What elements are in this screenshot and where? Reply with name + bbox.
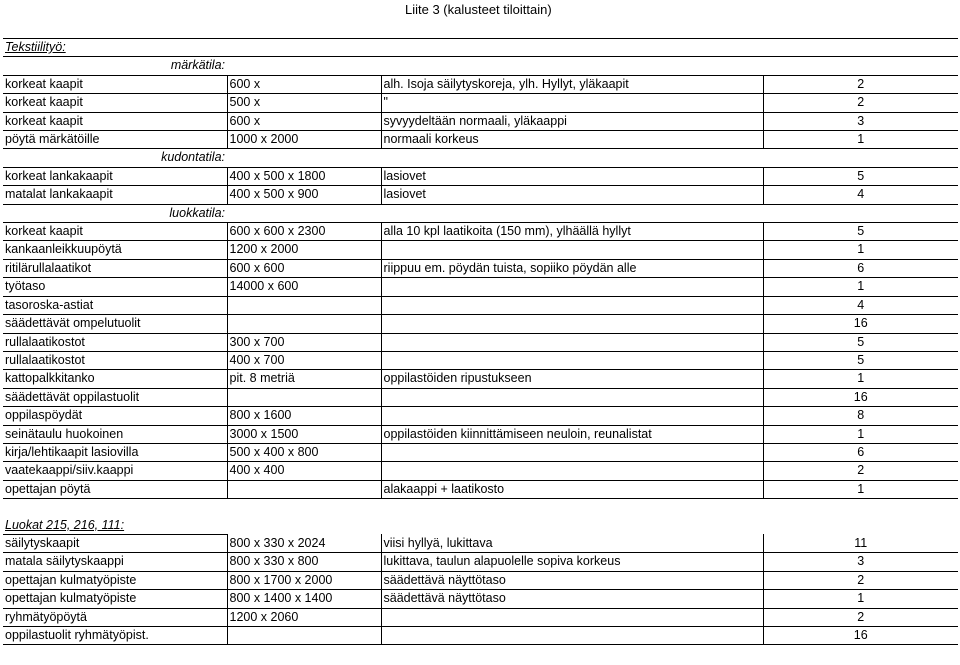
item-qty: 1 — [763, 480, 958, 498]
item-note — [381, 351, 763, 369]
item-name: pöytä märkätöille — [3, 131, 227, 149]
item-name: opettajan kulmatyöpiste — [3, 571, 227, 589]
item-qty: 4 — [763, 296, 958, 314]
item-qty: 5 — [763, 333, 958, 351]
empty-cell — [227, 204, 381, 222]
table-row — [3, 351, 958, 369]
item-note — [381, 608, 763, 626]
item-size: 600 x 600 — [227, 259, 381, 277]
item-qty: 2 — [763, 75, 958, 93]
item-note — [381, 241, 763, 259]
table-row — [3, 131, 958, 149]
item-note: oppilastöiden kiinnittämiseen neuloin, reunalistat — [381, 425, 763, 443]
item-size: pit. 8 metriä — [227, 370, 381, 388]
item-size: 400 x 500 x 1800 — [227, 167, 381, 185]
table-row — [3, 443, 958, 461]
item-name: korkeat kaapit — [3, 75, 227, 93]
empty-cell — [381, 39, 763, 57]
item-size: 600 x — [227, 75, 381, 93]
item-name: korkeat kaapit — [3, 223, 227, 241]
item-size: 400 x 500 x 900 — [227, 186, 381, 204]
item-qty: 16 — [763, 626, 958, 644]
empty-cell — [763, 517, 958, 535]
item-qty: 2 — [763, 94, 958, 112]
item-size — [227, 388, 381, 406]
empty-cell — [381, 57, 763, 75]
item-qty: 5 — [763, 223, 958, 241]
spacer-cell — [3, 499, 227, 517]
item-qty: 6 — [763, 259, 958, 277]
item-name: oppilastuolit ryhmätyöpist. — [3, 626, 227, 644]
section-heading: Tekstiilityö: — [3, 39, 227, 57]
table-row — [3, 608, 958, 626]
section-heading-row — [3, 39, 958, 57]
table-row — [3, 315, 958, 333]
spacer-row — [3, 499, 958, 517]
table-row — [3, 571, 958, 589]
subheading: luokkatila: — [3, 204, 227, 222]
item-note: " — [381, 94, 763, 112]
item-qty: 16 — [763, 388, 958, 406]
item-size: 1200 x 2060 — [227, 608, 381, 626]
item-note — [381, 333, 763, 351]
table-row — [3, 626, 958, 644]
item-name: opettajan kulmatyöpiste — [3, 590, 227, 608]
item-size: 3000 x 1500 — [227, 425, 381, 443]
item-size: 500 x 400 x 800 — [227, 443, 381, 461]
empty-cell — [227, 517, 381, 535]
table-row — [3, 296, 958, 314]
empty-cell — [227, 149, 381, 167]
item-size: 800 x 1400 x 1400 — [227, 590, 381, 608]
table-row — [3, 75, 958, 93]
item-note: riippuu em. pöydän tuista, sopiiko pöydän alle — [381, 259, 763, 277]
item-note: lukittava, taulun alapuolelle sopiva korkeus — [381, 553, 763, 571]
subheading-row — [3, 149, 958, 167]
item-note: syvyydeltään normaali, yläkaappi — [381, 112, 763, 130]
item-name: rullalaatikostot — [3, 351, 227, 369]
item-name: korkeat kaapit — [3, 112, 227, 130]
subheading: märkätila: — [3, 57, 227, 75]
empty-cell — [381, 517, 763, 535]
page-title: Liite 3 (kalusteet tiloittain) — [405, 2, 552, 17]
table-row — [3, 407, 958, 425]
empty-cell — [227, 39, 381, 57]
empty-cell — [381, 149, 763, 167]
item-note: normaali korkeus — [381, 131, 763, 149]
item-note: lasiovet — [381, 186, 763, 204]
item-name: matalat lankakaapit — [3, 186, 227, 204]
item-qty: 11 — [763, 534, 958, 552]
item-size: 500 x — [227, 94, 381, 112]
item-qty: 5 — [763, 167, 958, 185]
item-size: 400 x 400 — [227, 462, 381, 480]
item-size — [227, 480, 381, 498]
section-heading-row — [3, 517, 958, 535]
table-row — [3, 278, 958, 296]
item-note: oppilastöiden ripustukseen — [381, 370, 763, 388]
subheading: kudontatila: — [3, 149, 227, 167]
table-row — [3, 259, 958, 277]
item-qty: 1 — [763, 425, 958, 443]
table-row — [3, 167, 958, 185]
item-size: 800 x 1700 x 2000 — [227, 571, 381, 589]
empty-cell — [763, 39, 958, 57]
item-size: 400 x 700 — [227, 351, 381, 369]
item-note: säädettävä näyttötaso — [381, 571, 763, 589]
empty-cell — [763, 204, 958, 222]
item-name: seinätaulu huokoinen — [3, 425, 227, 443]
item-qty: 2 — [763, 608, 958, 626]
item-note: alakaappi + laatikosto — [381, 480, 763, 498]
furniture-table-body — [3, 39, 958, 645]
item-note: viisi hyllyä, lukittava — [381, 534, 763, 552]
item-qty: 16 — [763, 315, 958, 333]
table-row — [3, 370, 958, 388]
table-row — [3, 590, 958, 608]
item-note — [381, 296, 763, 314]
item-qty: 3 — [763, 112, 958, 130]
item-qty: 5 — [763, 351, 958, 369]
item-size: 800 x 330 x 800 — [227, 553, 381, 571]
item-note — [381, 278, 763, 296]
item-qty: 2 — [763, 571, 958, 589]
item-note — [381, 315, 763, 333]
item-size — [227, 315, 381, 333]
table-row — [3, 186, 958, 204]
item-size: 600 x — [227, 112, 381, 130]
item-name: kattopalkkitanko — [3, 370, 227, 388]
item-name: opettajan pöytä — [3, 480, 227, 498]
item-name: kankaanleikkuupöytä — [3, 241, 227, 259]
section-heading: Luokat 215, 216, 111: — [3, 517, 227, 535]
table-row — [3, 462, 958, 480]
item-name: säilytyskaapit — [3, 534, 227, 552]
empty-cell — [763, 149, 958, 167]
table-row — [3, 553, 958, 571]
subheading-row — [3, 204, 958, 222]
item-name: ritilärullalaatikot — [3, 259, 227, 277]
item-size: 600 x 600 x 2300 — [227, 223, 381, 241]
table-row — [3, 388, 958, 406]
item-note: säädettävä näyttötaso — [381, 590, 763, 608]
item-size: 1000 x 2000 — [227, 131, 381, 149]
item-size: 300 x 700 — [227, 333, 381, 351]
item-note — [381, 388, 763, 406]
item-size: 800 x 330 x 2024 — [227, 534, 381, 552]
empty-cell — [381, 204, 763, 222]
item-name: ryhmätyöpöytä — [3, 608, 227, 626]
table-row — [3, 94, 958, 112]
item-qty: 2 — [763, 462, 958, 480]
item-name: korkeat lankakaapit — [3, 167, 227, 185]
table-row — [3, 480, 958, 498]
item-note: alla 10 kpl laatikoita (150 mm), ylhäällä hyllyt — [381, 223, 763, 241]
item-name: kirja/lehtikaapit lasiovilla — [3, 443, 227, 461]
spacer-cell — [227, 499, 381, 517]
item-name: korkeat kaapit — [3, 94, 227, 112]
spacer-cell — [381, 499, 763, 517]
item-note: alh. Isoja säilytyskoreja, ylh. Hyllyt, yläkaapit — [381, 75, 763, 93]
item-note — [381, 626, 763, 644]
item-name: vaatekaappi/siiv.kaappi — [3, 462, 227, 480]
item-name: matala säilytyskaappi — [3, 553, 227, 571]
item-name: tasoroska-astiat — [3, 296, 227, 314]
item-name: säädettävät ompelutuolit — [3, 315, 227, 333]
empty-cell — [227, 57, 381, 75]
item-name: työtaso — [3, 278, 227, 296]
item-qty: 4 — [763, 186, 958, 204]
item-name: oppilaspöydät — [3, 407, 227, 425]
table-row — [3, 112, 958, 130]
table-row — [3, 425, 958, 443]
item-size: 800 x 1600 — [227, 407, 381, 425]
item-size: 1200 x 2000 — [227, 241, 381, 259]
item-qty: 1 — [763, 278, 958, 296]
item-qty: 1 — [763, 241, 958, 259]
item-qty: 8 — [763, 407, 958, 425]
item-name: säädettävät oppilastuolit — [3, 388, 227, 406]
subheading-row — [3, 57, 958, 75]
item-qty: 6 — [763, 443, 958, 461]
empty-cell — [763, 57, 958, 75]
item-note — [381, 443, 763, 461]
table-row — [3, 241, 958, 259]
item-note — [381, 407, 763, 425]
item-qty: 1 — [763, 131, 958, 149]
table-row — [3, 223, 958, 241]
spacer-cell — [763, 499, 958, 517]
item-note — [381, 462, 763, 480]
item-size — [227, 626, 381, 644]
table-row — [3, 534, 958, 552]
item-size — [227, 296, 381, 314]
item-note: lasiovet — [381, 167, 763, 185]
item-qty: 3 — [763, 553, 958, 571]
item-size: 14000 x 600 — [227, 278, 381, 296]
furniture-table — [3, 38, 958, 645]
item-qty: 1 — [763, 590, 958, 608]
item-name: rullalaatikostot — [3, 333, 227, 351]
table-row — [3, 333, 958, 351]
item-qty: 1 — [763, 370, 958, 388]
